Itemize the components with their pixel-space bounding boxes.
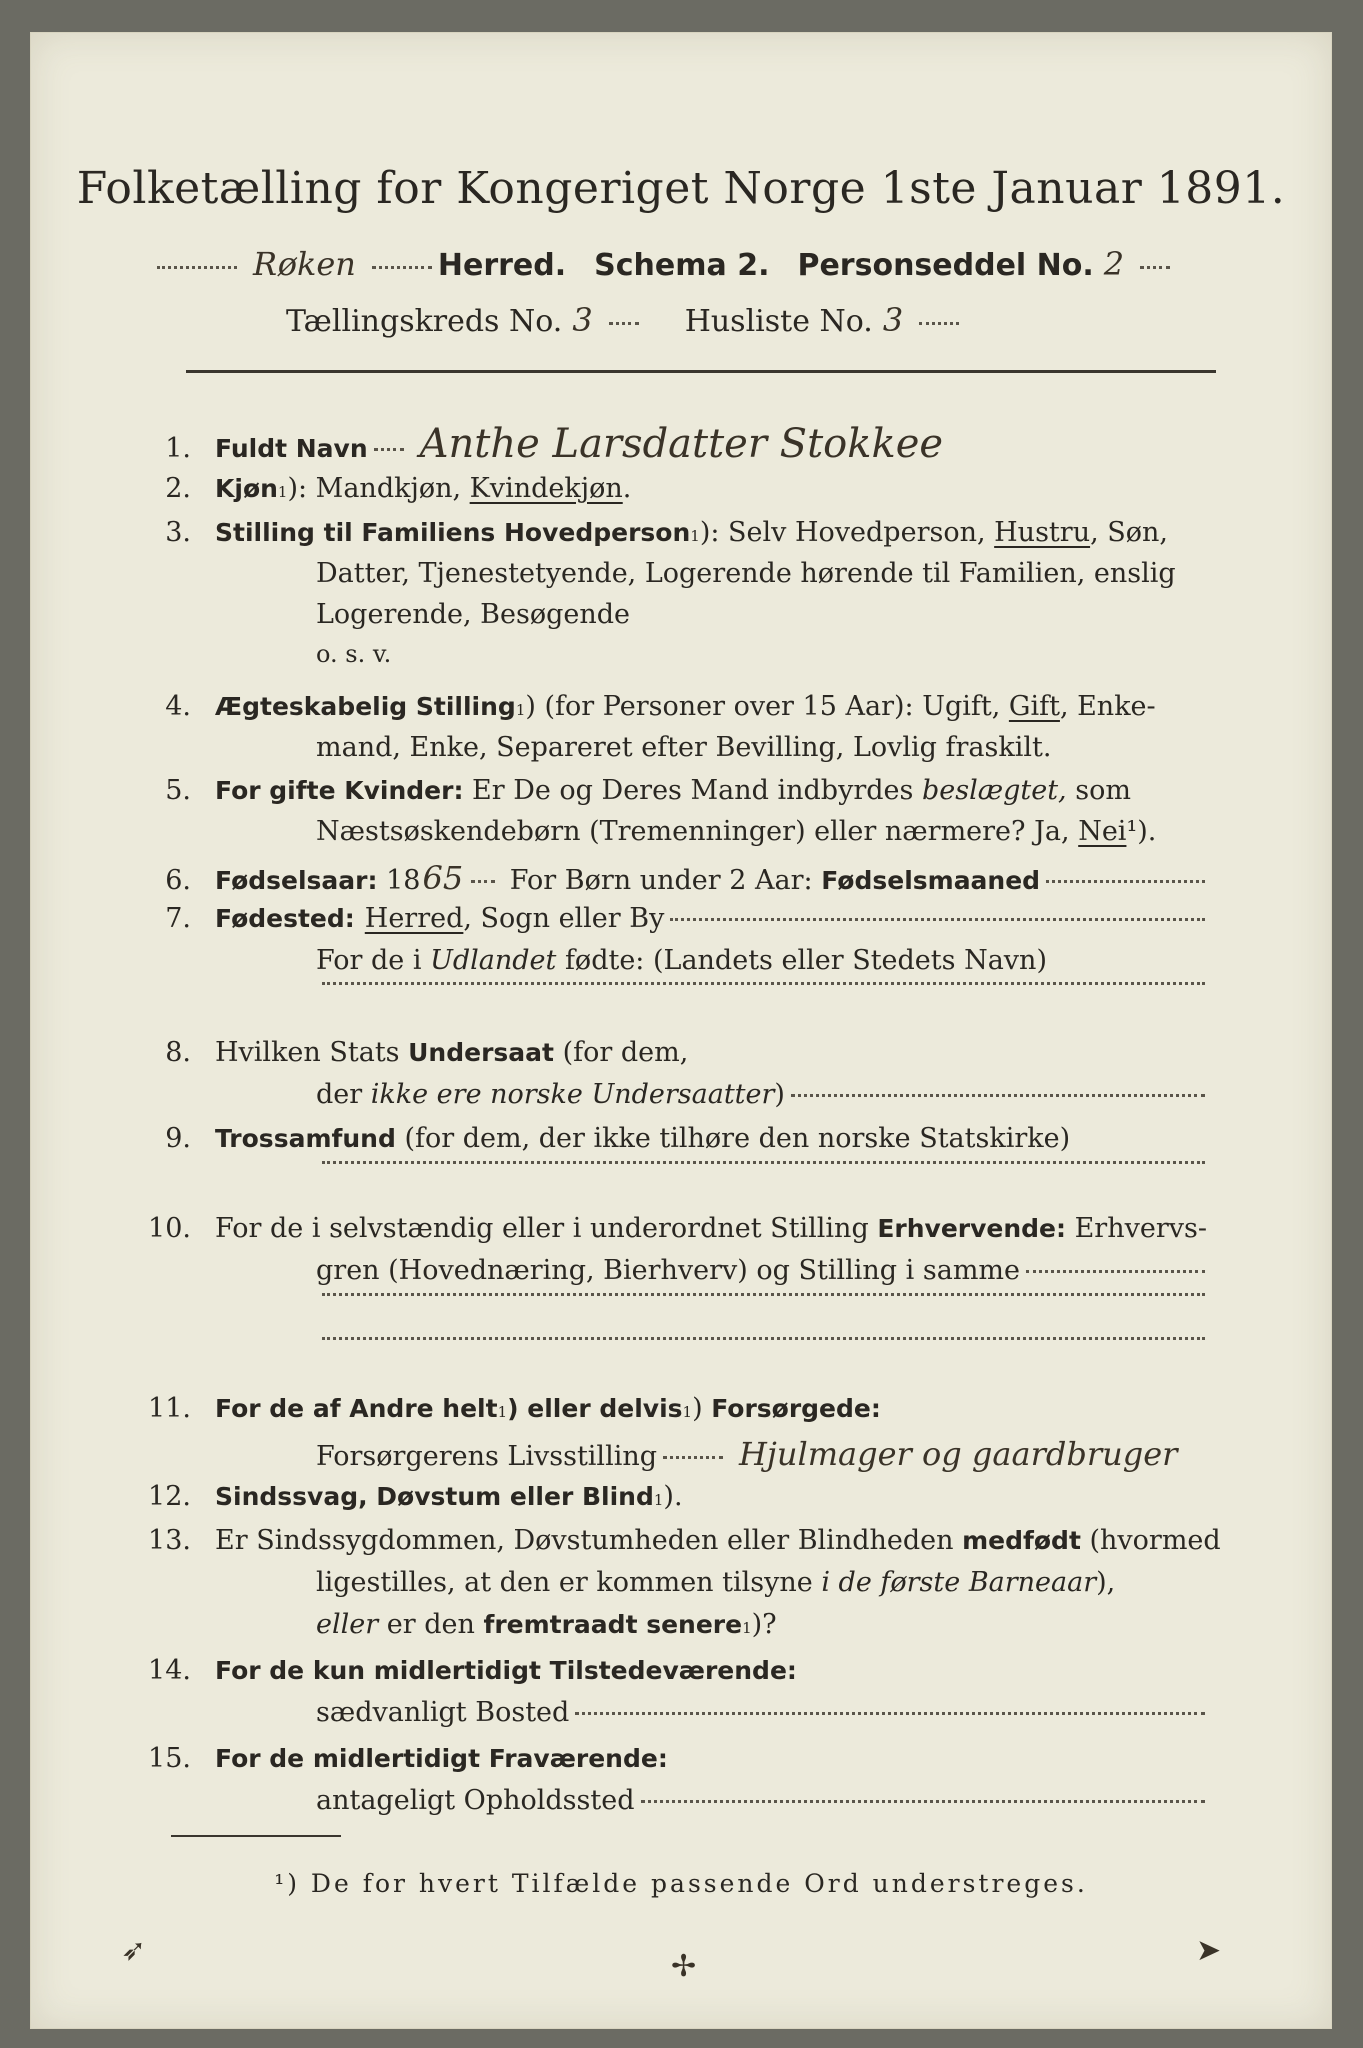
item-8-line2: der ikke ere norske Undersaatter ): [316, 1079, 1211, 1110]
nei-underlined: Nei: [1078, 816, 1127, 847]
corner-mark-right-icon: ➤: [1196, 1933, 1222, 1968]
item-10-blank-1: [316, 1299, 1211, 1302]
item-4-line2: mand, Enke, Separeret efter Bevilling, Lovlig fraskilt.: [316, 732, 1052, 763]
header-divider: [186, 370, 1216, 373]
herred-underlined: Herred: [364, 903, 464, 934]
item-5-line2: Næstsøskendebørn (Tremenninger) eller nærmere? Ja, Nei ¹).: [316, 816, 1157, 847]
header-row-herred: [151, 245, 1211, 283]
item-12: 12. Sindssvag, Døvstum eller Blind 1 ).: [148, 1481, 683, 1512]
item-3-line4: o. s. v.: [316, 640, 392, 668]
item-9-blank: [316, 1167, 1211, 1170]
footnote-divider: [171, 1835, 341, 1837]
item-2: 2. Kjøn 1 ): Mandkjøn, Kvindekjøn .: [165, 473, 632, 504]
center-mark-icon: ✢: [671, 1949, 697, 1984]
hustru-underlined: Hustru: [994, 517, 1091, 548]
item-14: 14. For de kun midlertidigt Tilstedeværende:: [148, 1655, 797, 1686]
header-row-taellingskreds: [286, 301, 965, 339]
item-13: 13. Er Sindssygdommen, Døvstumheden eller Blindheden medfødt (hvormed: [148, 1525, 1221, 1556]
item-15-line2: antageligt Opholdssted: [316, 1785, 1211, 1816]
item-3-line3: Logerende, Besøgende: [316, 599, 630, 630]
item-6: 6. Fødselsaar: 18 65 For Børn under 2 Aar: Fødselsmaaned: [131, 859, 1211, 897]
birth-year-value: 65: [422, 859, 464, 897]
item-13-line2: ligestilles, at den er kommen tilsyne i de første Barneaar ),: [316, 1567, 1116, 1598]
husliste-label: Husliste No.: [684, 304, 873, 339]
full-name-value: Anthe Larsdatter Stokkee: [419, 421, 944, 467]
personseddel-value: 2: [1103, 245, 1125, 283]
personseddel-label: Personseddel No.: [797, 248, 1094, 283]
item-14-line2: sædvanligt Bosted: [316, 1697, 1211, 1728]
corner-mark-left-icon: ➶: [121, 1933, 147, 1968]
item-8: 8. Hvilken Stats Undersaat (for dem,: [165, 1037, 689, 1068]
item-5: 5. For gifte Kvinder: Er De og Deres Mand indbyrdes beslægtet, som: [165, 775, 1131, 806]
item-7-line2: For de i Udlandet fødte: (Landets eller Stedets Navn): [316, 945, 1047, 976]
item-1: 1. Fuldt Navn Anthe Larsdatter Stokkee: [131, 421, 1251, 467]
taellingskreds-label: Tællingskreds No.: [286, 304, 563, 339]
item-3-line2: Datter, Tjenestetyende, Logerende hørende til Familien, enslig: [316, 558, 1176, 589]
item-4: 4. Ægteskabelig Stilling 1 ) (for Personer over 15 Aar): Ugift, Gift , Enke-: [165, 691, 1156, 722]
census-form-page: [30, 32, 1332, 2029]
kvindekjon-underlined: Kvindekjøn: [469, 473, 623, 504]
item-3: 3. Stilling til Familiens Hovedperson 1 ): Selv Hovedperson, Hustru , Søn,: [165, 517, 1168, 548]
item-13-line3: eller er den fremtraadt senere 1 )?: [316, 1609, 777, 1640]
item-10-line2: gren (Hovednæring, Bierhverv) og Stilling i samme: [316, 1255, 1211, 1286]
schema-label: Schema 2.: [594, 248, 770, 283]
husliste-value: 3: [882, 301, 904, 339]
herred-label: Herred.: [437, 248, 567, 283]
footnote: ¹) De for hvert Tilfælde passende Ord understreges.: [274, 1869, 1088, 1898]
item-7-blank: [316, 988, 1211, 991]
form-title: Folketælling for Kongeriget Norge 1ste Januar 1891.: [76, 163, 1286, 214]
herred-value: Røken: [253, 245, 356, 283]
gift-underlined: Gift: [1008, 691, 1060, 722]
taellingskreds-value: 3: [572, 301, 593, 339]
item-11: 11. For de af Andre helt 1 ) eller delvis 1 ) Forsørgede:: [148, 1393, 881, 1424]
item-1-label: Fuldt Navn: [215, 434, 368, 463]
item-11-line2: Forsørgerens Livsstilling Hjulmager og gaardbruger: [316, 1435, 1276, 1473]
forsorger-livsstilling-value: Hjulmager og gaardbruger: [739, 1435, 1178, 1473]
item-10-blank-2: [316, 1343, 1211, 1346]
item-10: 10. For de i selvstændig eller i underordnet Stilling Erhvervende: Erhvervs-: [148, 1213, 1207, 1244]
item-7: 7. Fødested: Herred , Sogn eller By: [131, 903, 1211, 934]
item-9: 9. Trossamfund (for dem, der ikke tilhøre den norske Statskirke): [165, 1123, 1071, 1154]
item-15: 15. For de midlertidigt Fraværende:: [148, 1743, 668, 1774]
